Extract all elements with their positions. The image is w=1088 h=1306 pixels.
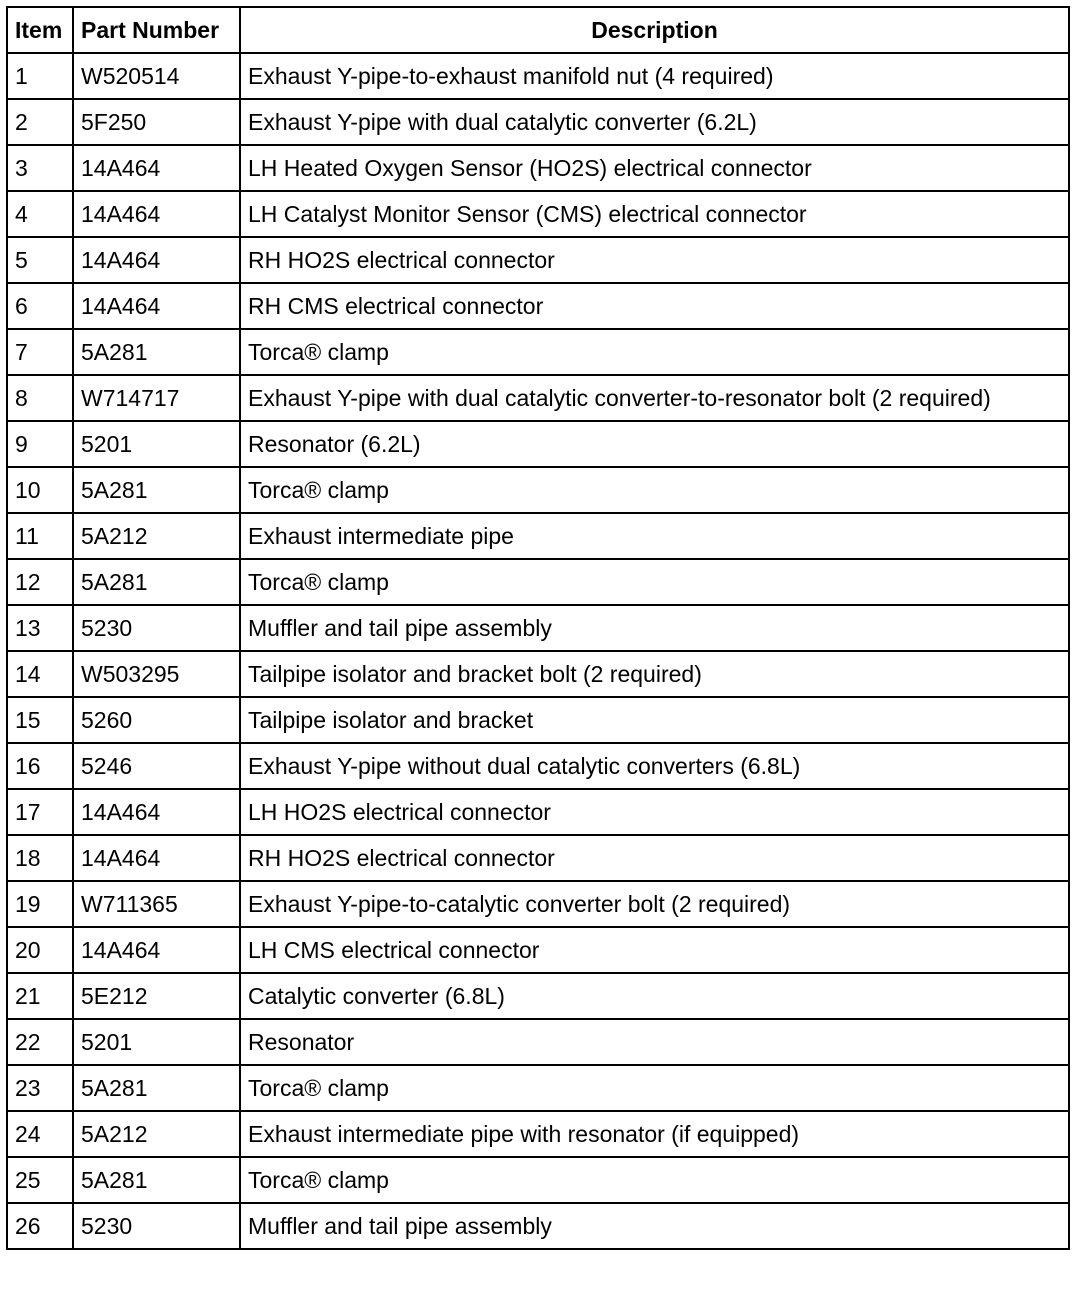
- cell-part-number: 5230: [73, 1203, 240, 1249]
- cell-description: Exhaust Y-pipe-to-exhaust manifold nut (4 required): [240, 53, 1069, 99]
- cell-part-number: 5230: [73, 605, 240, 651]
- cell-item: 5: [7, 237, 73, 283]
- table-row: [7, 329, 1069, 375]
- cell-item: 10: [7, 467, 73, 513]
- cell-part-number: W711365: [73, 881, 240, 927]
- cell-item: 25: [7, 1157, 73, 1203]
- cell-description: Muffler and tail pipe assembly: [240, 605, 1069, 651]
- header-item: Item: [7, 7, 73, 53]
- table-row: [7, 1019, 1069, 1065]
- cell-description: Resonator: [240, 1019, 1069, 1065]
- table-row: [7, 559, 1069, 605]
- cell-part-number: 5A212: [73, 513, 240, 559]
- cell-item: 16: [7, 743, 73, 789]
- cell-part-number: 5A281: [73, 329, 240, 375]
- cell-description: LH HO2S electrical connector: [240, 789, 1069, 835]
- cell-item: 19: [7, 881, 73, 927]
- table-row: [7, 467, 1069, 513]
- cell-item: 14: [7, 651, 73, 697]
- cell-item: 21: [7, 973, 73, 1019]
- cell-item: 20: [7, 927, 73, 973]
- cell-part-number: 5A212: [73, 1111, 240, 1157]
- cell-description: Exhaust intermediate pipe: [240, 513, 1069, 559]
- cell-item: 4: [7, 191, 73, 237]
- cell-description: Tailpipe isolator and bracket bolt (2 required): [240, 651, 1069, 697]
- cell-description: Exhaust intermediate pipe with resonator (if equipped): [240, 1111, 1069, 1157]
- cell-part-number: 5A281: [73, 467, 240, 513]
- cell-part-number: 14A464: [73, 283, 240, 329]
- table-row: [7, 881, 1069, 927]
- table-row: [7, 191, 1069, 237]
- table-row: [7, 973, 1069, 1019]
- table-row: [7, 375, 1069, 421]
- cell-part-number: 14A464: [73, 835, 240, 881]
- header-description: Description: [240, 7, 1069, 53]
- cell-description: RH HO2S electrical connector: [240, 835, 1069, 881]
- cell-part-number: 5201: [73, 421, 240, 467]
- cell-description: RH CMS electrical connector: [240, 283, 1069, 329]
- cell-part-number: 5A281: [73, 559, 240, 605]
- cell-item: 13: [7, 605, 73, 651]
- cell-description: Exhaust Y-pipe with dual catalytic converter (6.2L): [240, 99, 1069, 145]
- cell-part-number: 14A464: [73, 145, 240, 191]
- cell-part-number: 14A464: [73, 927, 240, 973]
- cell-description: Exhaust Y-pipe without dual catalytic converters (6.8L): [240, 743, 1069, 789]
- table-row: [7, 697, 1069, 743]
- table-row: [7, 743, 1069, 789]
- header-part-number: Part Number: [73, 7, 240, 53]
- cell-part-number: 5A281: [73, 1065, 240, 1111]
- cell-part-number: 5F250: [73, 99, 240, 145]
- table-row: [7, 145, 1069, 191]
- cell-item: 24: [7, 1111, 73, 1157]
- cell-description: Tailpipe isolator and bracket: [240, 697, 1069, 743]
- header-row: [7, 7, 1069, 53]
- table-row: [7, 237, 1069, 283]
- cell-item: 9: [7, 421, 73, 467]
- cell-item: 8: [7, 375, 73, 421]
- cell-item: 2: [7, 99, 73, 145]
- table-row: [7, 1065, 1069, 1111]
- cell-item: 12: [7, 559, 73, 605]
- cell-item: 22: [7, 1019, 73, 1065]
- cell-part-number: W503295: [73, 651, 240, 697]
- cell-description: Muffler and tail pipe assembly: [240, 1203, 1069, 1249]
- cell-part-number: W520514: [73, 53, 240, 99]
- cell-item: 26: [7, 1203, 73, 1249]
- table-row: [7, 1111, 1069, 1157]
- table-row: [7, 605, 1069, 651]
- cell-part-number: W714717: [73, 375, 240, 421]
- cell-description: Torca® clamp: [240, 467, 1069, 513]
- cell-description: Torca® clamp: [240, 1157, 1069, 1203]
- cell-item: 11: [7, 513, 73, 559]
- cell-description: Exhaust Y-pipe-to-catalytic converter bolt (2 required): [240, 881, 1069, 927]
- cell-part-number: 5201: [73, 1019, 240, 1065]
- table-row: [7, 927, 1069, 973]
- cell-part-number: 5A281: [73, 1157, 240, 1203]
- cell-description: RH HO2S electrical connector: [240, 237, 1069, 283]
- cell-description: Resonator (6.2L): [240, 421, 1069, 467]
- cell-item: 23: [7, 1065, 73, 1111]
- cell-item: 15: [7, 697, 73, 743]
- cell-description: LH Heated Oxygen Sensor (HO2S) electrical connector: [240, 145, 1069, 191]
- cell-description: Torca® clamp: [240, 329, 1069, 375]
- cell-part-number: 14A464: [73, 789, 240, 835]
- cell-item: 7: [7, 329, 73, 375]
- cell-item: 17: [7, 789, 73, 835]
- cell-part-number: 5E212: [73, 973, 240, 1019]
- cell-part-number: 14A464: [73, 237, 240, 283]
- cell-description: LH CMS electrical connector: [240, 927, 1069, 973]
- cell-description: Catalytic converter (6.8L): [240, 973, 1069, 1019]
- table-row: [7, 53, 1069, 99]
- cell-description: Exhaust Y-pipe with dual catalytic converter-to-resonator bolt (2 required): [240, 375, 1069, 421]
- table-row: [7, 835, 1069, 881]
- cell-description: Torca® clamp: [240, 1065, 1069, 1111]
- cell-item: 3: [7, 145, 73, 191]
- cell-description: Torca® clamp: [240, 559, 1069, 605]
- parts-table: [6, 6, 1070, 1250]
- cell-part-number: 5260: [73, 697, 240, 743]
- table-row: [7, 421, 1069, 467]
- cell-item: 6: [7, 283, 73, 329]
- table-row: [7, 513, 1069, 559]
- parts-table-body: [7, 53, 1069, 1249]
- table-row: [7, 99, 1069, 145]
- cell-item: 1: [7, 53, 73, 99]
- table-row: [7, 1203, 1069, 1249]
- table-row: [7, 1157, 1069, 1203]
- cell-part-number: 5246: [73, 743, 240, 789]
- table-row: [7, 651, 1069, 697]
- table-row: [7, 283, 1069, 329]
- table-row: [7, 789, 1069, 835]
- cell-item: 18: [7, 835, 73, 881]
- cell-description: LH Catalyst Monitor Sensor (CMS) electrical connector: [240, 191, 1069, 237]
- cell-part-number: 14A464: [73, 191, 240, 237]
